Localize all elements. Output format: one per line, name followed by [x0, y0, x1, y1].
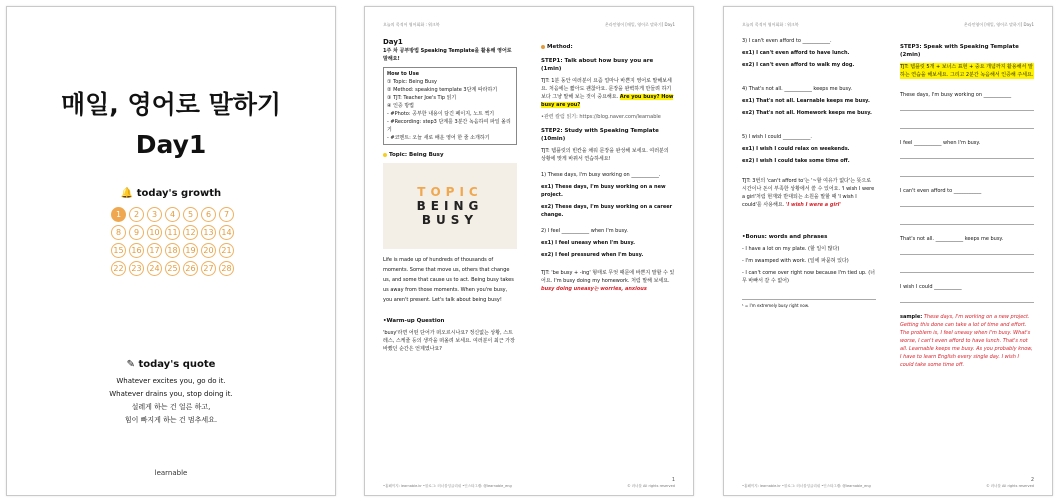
quote-heading: ✎ today's quote	[126, 359, 216, 370]
day-circle: 20	[201, 243, 216, 258]
page-header: 오늘의 목적어 영어회화 : 워크북	[383, 22, 440, 27]
day-circle: 23	[129, 261, 144, 276]
topic-paragraph: Life is made up of hundreds of thousands of moments. Some that move us, others that change us, and some that cause us to act. Being busy takes us away from those moments. When you're busy, you aren't present. Let's talk about being busy!	[383, 257, 514, 303]
day-circle: 13	[201, 225, 216, 240]
day-circle: 18	[165, 243, 180, 258]
sample-text: These days, I'm working on a new project. Getting this done can take a lot of time and effort. The problem is, I feel uneasy when I'm busy. What's worse, I can't even afford to have lunch. That's not all. Learnable keeps me busy. As you probably know, I have to learn English every single day. I wish I could take some time off.	[900, 314, 1033, 368]
fill-line-1[interactable]: These days, I'm busy working on ___________	[900, 92, 1012, 98]
subtitle: 1주 차 공부방법 Speaking Template을 활용해 영어로 말해요!	[383, 48, 512, 62]
quote-text: Whatever excites you, go do it. Whatever drains you, stop doing it. 설레게 하는 건 얼른 하고, 힘이 빠지게 하는 건 멈추세요.	[109, 377, 233, 424]
day-circle: 24	[147, 261, 162, 276]
day-circle: 5	[183, 207, 198, 222]
cover-title-line2: Day1	[135, 130, 207, 159]
day-circle: 1	[111, 207, 126, 222]
step1-text: TJT: 1분 동안 여러분이 요즘 얼마나 바쁜지 영어로 말해보세요. 처음에는 짧아도 괜찮아요. 문장을 완벽하게 만들려 하기보다 그냥 말해 보는 것이 중요해요. Are you busy? How busy are you?	[541, 78, 674, 108]
answer-line[interactable]	[900, 121, 1034, 129]
tjt3-text: TJT: 3번의 'can't afford to'는 '~할 여유가 없다'는 뜻으로 시간이나 돈이 부족한 상황에서 쓸 수 있어요. 'I wish I were a girl'처럼 현재와 반대되는 소원을 말할 때 'I wish I could'를 사용해요. 'I wish I were a girl'	[742, 178, 875, 208]
method-heading: Method:	[541, 43, 675, 51]
page-header-right: 온라인영어 [매일, 영어로 말하기] Day1	[963, 22, 1034, 27]
page-footer-right: © 러너블 All rights reserved	[986, 484, 1034, 488]
page-footer: •홈페이지: learnable.kr •블로그: 러너블잉글리쉬 •인스타그램: @learnable_eng	[383, 484, 512, 488]
day-circle: 28	[219, 261, 234, 276]
footnote: ¹ = I'm extremely busy right now.	[742, 299, 876, 310]
right-column: Method: STEP1: Talk about how busy you are (1min) TJT: 1분 동안 여러분이 요즘 얼마나 바쁜지 영어로 말해보세요. 처음에는 짧아도 괜찮아요. 문장을 완벽하게 만들려 하기보다 그냥 말해 보는 것이 중요해요. Are you busy? How busy are you? •관련 칼럼 읽기: https://blog.naver.com/learnable STEP2: Study with Speaking Template (10min) TJT: 템플릿의 빈칸을 채워 문장을 완성해 보세요. 여러분의 상황에 맞게 바꿔서 연습하세요! 1) These days, I'm busy working on ___________. ex1) These days, I'm busy working on a new project. ex2) These days, I'm busy working on a career change. 2) I feel ___________ when I'm busy. ex1) I feel uneasy when I'm busy. ex2) I feel pressured when I'm busy. TJT: 'be busy + -ing' 형태로 무엇 때문에 바쁜지 말할 수 있어요. I'm busy doing my homework. 처럼 말해 보세요. busy doing uneasy는 worries, anxious	[541, 44, 675, 292]
answer-line[interactable]	[900, 295, 1034, 303]
day-circle: 21	[219, 243, 234, 258]
bullet-icon	[383, 153, 387, 157]
learnable-logo: learnable	[154, 469, 188, 477]
step1-heading: STEP1: Talk about how busy you are (1min)	[541, 58, 654, 72]
left-column: 3) I can't even afford to ___________. ex1) I can't even afford to have lunch. ex2) I can't even afford to walk my dog. 4) That's not all. ___________ keeps me busy. ex1) That's not all. Learnable keeps me busy. ex2) That's not all. Homework keeps me busy. 5) I wish I could ___________. ex1) I wish I could relax on weekends. ex2) I wish I could take some time off. TJT: 3번의 'can't afford to'는 '~할 여유가 없다'는 뜻으로 시간이나 돈이 부족한 상황에서 쓸 수 있어요. 'I wish I were a girl'처럼 현재와 반대되는 소원을 말할 때 'I wish I could'를 사용해요. 'I wish I were a girl' •Bonus: words and phrases - I have a lot on my plate. (할 일이 많다) - I'm swamped with work. (일에 파묻혀 있다) - I can't come over right now because I'm tied up. (너무 바빠서 갈 수 없어) ¹ = I'm extremely busy right now.	[742, 38, 875, 308]
cover-page	[6, 6, 336, 496]
page-header: 오늘의 목적어 영어회화 : 워크북	[742, 22, 799, 27]
answer-line[interactable]	[900, 247, 1034, 255]
day-circle: 26	[183, 261, 198, 276]
answer-line[interactable]	[900, 103, 1034, 111]
day-circle: 15	[111, 243, 126, 258]
step2-text: TJT: 템플릿의 빈칸을 채워 문장을 완성해 보세요. 여러분의 상황에 맞게 바꿔서 연습하세요!	[541, 148, 669, 162]
bell-icon: 🔔	[120, 188, 134, 199]
day-circle: 9	[129, 225, 144, 240]
tjt2-text: TJT: 'be busy + -ing' 형태로 무엇 때문에 바쁜지 말할 수 있어요. I'm busy doing my homework. 처럼 말해 보세요. busy doing uneasy는 worries, anxious	[541, 270, 675, 292]
page-header-right: 온라인영어 [매일, 영어로 말하기] Day1	[604, 22, 675, 27]
answer-line[interactable]	[900, 217, 1034, 225]
sample-block	[900, 313, 1034, 369]
day-circle: 11	[165, 225, 180, 240]
bonus-heading: •Bonus: words and phrases	[742, 234, 828, 240]
day-circle: 27	[201, 261, 216, 276]
bullet-icon	[541, 45, 545, 49]
day-circle: 16	[129, 243, 144, 258]
cover-title	[7, 85, 335, 165]
step3-text: TJT: 템플릿 5개 + 보너스 표현 + 중요 개념까지 활용해서 말하는 연습을 해보세요. 그리고 2분간 녹음해서 인증해 주세요.	[900, 64, 1034, 78]
answer-line[interactable]	[900, 169, 1034, 177]
page-footer: •홈페이지: learnable.kr •블로그: 러너블잉글리쉬 •인스타그램: @learnable_eng	[742, 484, 871, 488]
topic-label: Topic: Being Busy	[383, 151, 517, 159]
right-column	[900, 37, 1034, 373]
day-circle: 2	[129, 207, 144, 222]
warmup-heading: •Warm-up Question	[383, 318, 445, 324]
day-circle: 4	[165, 207, 180, 222]
page-footer-right: © 러너블 All rights reserved	[627, 484, 675, 488]
fill-line-4[interactable]: That's not all. ___________ keeps me busy.	[900, 236, 1004, 242]
day-circle: 25	[165, 261, 180, 276]
fill-line-3[interactable]: I can't even afford to ___________	[900, 188, 982, 194]
day-circle: 6	[201, 207, 216, 222]
answer-line[interactable]	[900, 199, 1034, 207]
topic-image: TOPIC BEING BUSY	[383, 163, 517, 249]
pencil-icon: ✎	[126, 359, 135, 370]
day-circle: 14	[219, 225, 234, 240]
answer-line[interactable]	[900, 151, 1034, 159]
day-circle: 12	[183, 225, 198, 240]
page-number: 1	[671, 477, 675, 483]
day-circle: 7	[219, 207, 234, 222]
cover-title-line1: 매일, 영어로 말하기	[60, 90, 282, 119]
workbook-page-1	[364, 6, 694, 496]
fill-line-5[interactable]: I wish I could ___________	[900, 284, 962, 290]
left-column	[383, 37, 517, 357]
answer-line[interactable]	[900, 265, 1034, 273]
day-circle: 10	[147, 225, 162, 240]
how-to-use-heading: How to Use	[387, 71, 419, 77]
day-heading: Day1	[383, 38, 403, 46]
fill-line-2[interactable]: I feel ___________ when I'm busy.	[900, 140, 981, 146]
day-circle: 3	[147, 207, 162, 222]
day-circle: 19	[183, 243, 198, 258]
how-to-use-box: How to Use ① Topic: Being Busy ② Method: speaking template 3단계 따라하기 ③ TJT: Teacher Joe's Tip 읽기 ④ 인증 방법 - #Photo: 공부한 내용이 담긴 페이지, 노트 찍기 - #Recording: step3 단계를 3분간 녹음하여 파일 올리기 - #코멘트: 오늘 새로 배운 영어 한 줄 소개하기	[383, 67, 517, 145]
step2-heading: STEP2: Study with Speaking Template (10min)	[541, 128, 659, 142]
page-number: 2	[1030, 477, 1034, 483]
sample-heading: sample:	[900, 314, 923, 320]
day-tracker	[111, 207, 241, 276]
day-circle: 17	[147, 243, 162, 258]
step3-heading: STEP3: Speak with Speaking Template (2min)	[900, 44, 1019, 58]
warmup-text: 'busy'라면 어떤 단어가 떠오르시나요? 정신없는 상황, 스트레스, 스케줄 등의 생각을 떠올려 보세요. 여러분이 최근 가장 바빴던 순간은 언제였나요?	[383, 330, 515, 352]
workbook-page-2	[723, 6, 1053, 496]
day-circle: 8	[111, 225, 126, 240]
day-circle: 22	[111, 261, 126, 276]
growth-heading: 🔔 today's growth	[120, 188, 222, 199]
step1-link[interactable]: •관련 칼럼 읽기: https://blog.naver.com/learnable	[541, 114, 661, 120]
